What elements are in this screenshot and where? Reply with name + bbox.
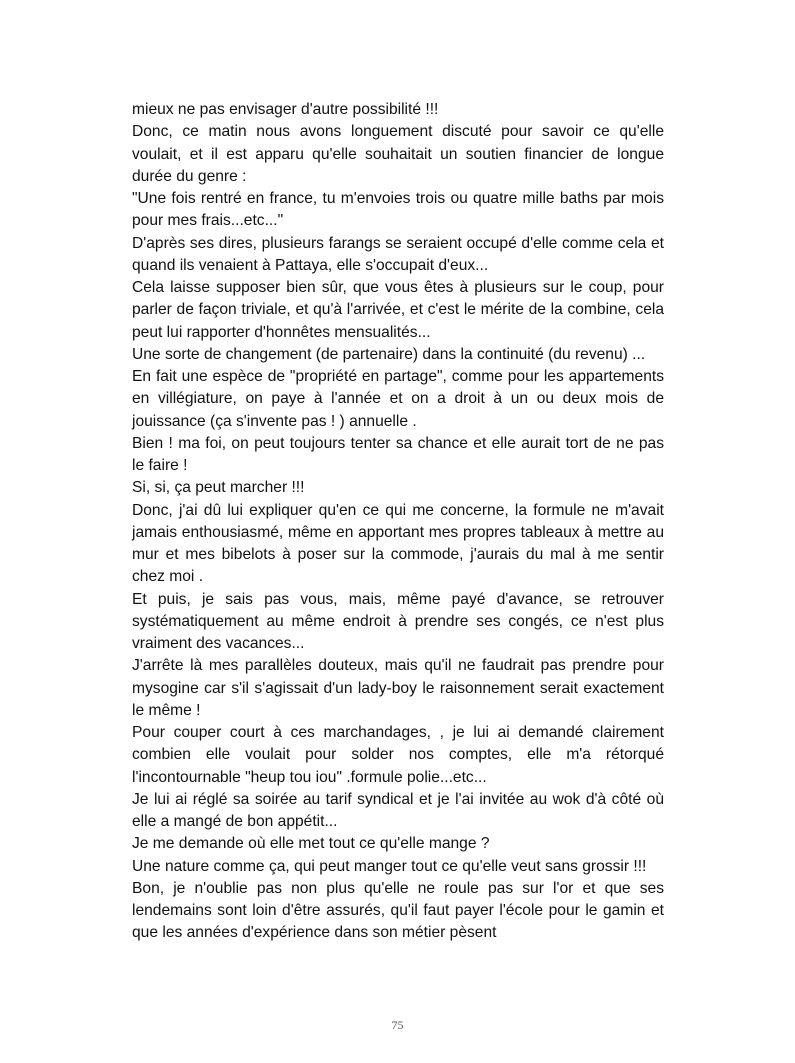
paragraph: Je me demande où elle met tout ce qu'elle mange ?	[132, 835, 490, 853]
paragraph: Cela laisse supposer bien sûr, que vous êtes à plusieurs sur le coup, pour parler de façon triviale, et qu'à l'arrivée, et c'est le mérite de la combine, cela peut lui rapporter d'honnêtes mensualités...	[132, 279, 664, 341]
paragraph: Et puis, je sais pas vous, mais, même payé d'avance, se retrouver systématiquement au même endroit à prendre ses congés, ce n'est plus vraiment des vacances...	[132, 590, 664, 652]
paragraph: Une sorte de changement (de partenaire) dans la continuité (du revenu) ...	[132, 345, 646, 363]
paragraph: Bon, je n'oublie pas non plus qu'elle ne roule pas sur l'or et que ses lendemains sont loin d'être assurés, qu'il faut payer l'école pour le gamin et que les années d'expérience dans son métier pèsent	[132, 879, 664, 942]
paragraph: "Une fois rentré en france, tu m'envoies trois ou quatre mille baths par mois pour mes frais...etc..."	[132, 190, 664, 230]
paragraph: mieux ne pas envisager d'autre possibilité !!!	[132, 101, 439, 118]
paragraph: J'arrête là mes parallèles douteux, mais qu'il ne faudrait pas prendre pour mysogine car s'il s'agissait d'un lady-boy le raisonnement serait exactement le même !	[132, 657, 664, 719]
paragraph: Pour couper court à ces marchandages, , je lui ai demandé clairement combien elle voulait pour solder nos comptes, elle m'a rétorqué l'incontournable "heup tou iou" .formule polie...etc...	[132, 724, 664, 786]
paragraph: Une nature comme ça, qui peut manger tout ce qu'elle veut sans grossir !!!	[132, 857, 647, 875]
body-text	[132, 99, 664, 945]
paragraph: Je lui ai réglé sa soirée au tarif syndical et je l'ai invitée au wok d'à côté où elle a mangé de bon appétit...	[132, 790, 664, 830]
paragraph: Donc, ce matin nous avons longuement discuté pour savoir ce qu'elle voulait, et il est apparu qu'elle souhaitait un soutien financier de longue durée du genre :	[132, 123, 664, 185]
paragraph: Si, si, ça peut marcher !!!	[132, 479, 305, 497]
paragraph: D'après ses dires, plusieurs farangs se seraient occupé d'elle comme cela et quand ils venaient à Pattaya, elle s'occupait d'eux...	[132, 234, 664, 274]
paragraph: En fait une espèce de "propriété en partage", comme pour les appartements en villégiature, on paye à l'année et on a droit à un ou deux mois de jouissance (ça s'invente pas ! ) annuelle .	[132, 368, 664, 430]
paragraph: Bien ! ma foi, on peut toujours tenter sa chance et elle aurait tort de ne pas le faire !	[132, 434, 664, 474]
page-number: 75	[391, 1018, 404, 1032]
paragraph: Donc, j'ai dû lui expliquer qu'en ce qui me concerne, la formule ne m'avait jamais enthousiasmé, même en apportant mes propres tableaux à mettre au mur et mes bibelots à poser sur la commode, j'aurais du mal à me sentir chez moi .	[132, 501, 664, 586]
